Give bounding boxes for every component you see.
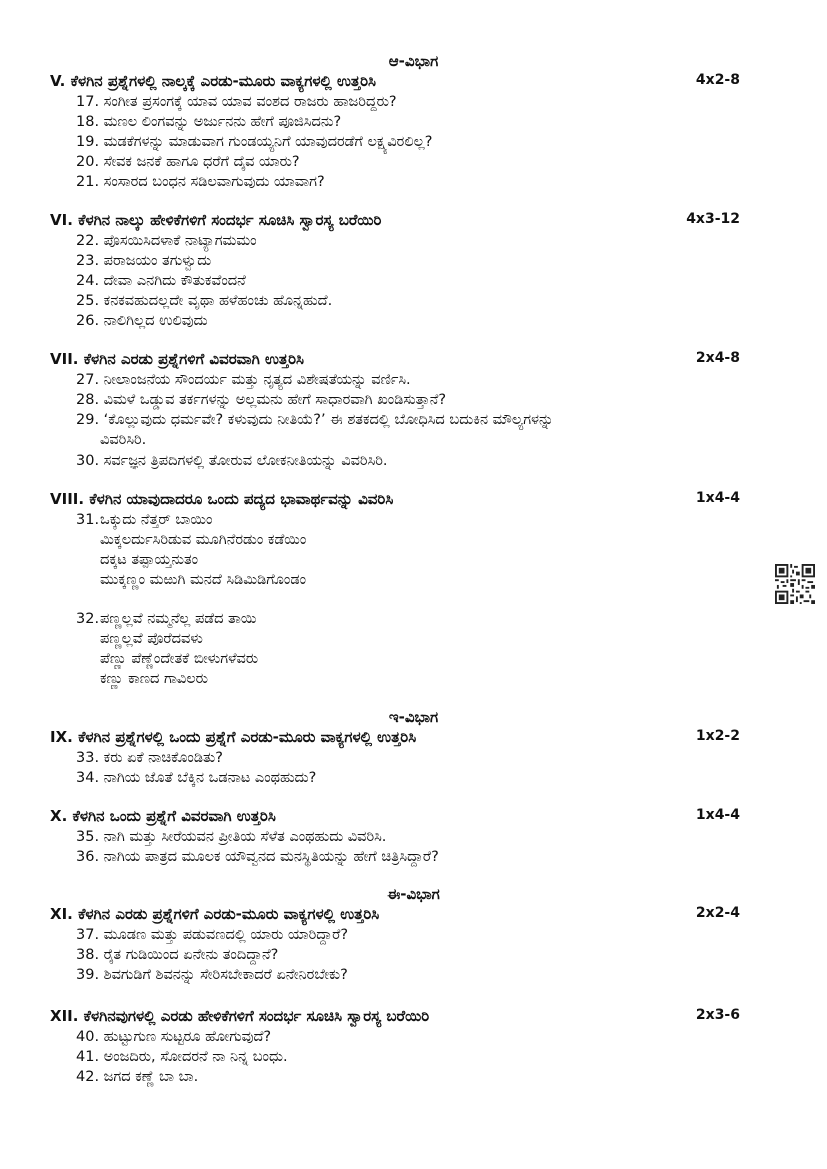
section-title: XI. ಕೆಳಗಿನ ಎರಡು ಪ್ರಶ್ನೆಗಳಿಗೆ ಎರಡು-ಮೂರು ವಾಕ್ಯಗಳಲ್ಲಿ ಉತ್ತರಿಸಿ (50, 905, 380, 923)
question-29 (76, 410, 756, 450)
poem-31-line-3: ದಕ್ಕಟ ತಪ್ಪಾಯ್ತನುತಂ (100, 552, 199, 568)
section-title: X. ಕೆಳಗಿನ ಒಂದು ಪ್ರಶ್ನೆಗೆ ವಿವರವಾಗಿ ಉತ್ತರಿಸಿ (50, 807, 276, 825)
section-marks: 2x3-6 (695, 1007, 740, 1023)
section-title: XII. ಕೆಳಗಿನವುಗಳಲ್ಲಿ ಎರಡು ಹೇಳಿಕೆಗಳಿಗೆ ಸಂದರ್ಭ ಸೂಚಿಸಿ ಸ್ವಾರಸ್ಯ ಬರೆಯಿರಿ (50, 1007, 430, 1025)
question-31-number: 31. (76, 512, 100, 528)
question-17: 17. ಸಂಗೀತ ಪ್ರಸಂಗಕ್ಕೆ ಯಾವ ಯಾವ ವಂಶದ ರಾಜರು ಹಾಜರಿದ್ದರು? (76, 94, 397, 110)
question-29-line1: 29. ‘ಕೊಲ್ಲುವುದು ಧರ್ಮವೇ? ಕಳುವುದು ನೀತಿಯೆ?’ ಈ ಶತಕದಲ್ಲಿ ಬೋಧಿಸಿದ ಬದುಕಿನ ಮೌಲ್ಯಗಳನ್ನು (76, 412, 554, 428)
section-marks: 1x2-2 (695, 728, 740, 744)
question-19: 19. ಮಡಕೆಗಳನ್ನು ಮಾಡುವಾಗ ಗುಂಡಯ್ಯನಿಗೆ ಯಾವುದರಡೆಗೆ ಲಕ್ಷ್ಯವಿರಲಿಲ್ಲ? (76, 134, 433, 150)
question-25: 25. ಕನಕವಹುದಲ್ಲದೇ ವೃಥಾ ಹಳೆಹಂಚು ಹೊನ್ನಹುದೆ. (76, 293, 333, 309)
section-title: V. ಕೆಳಗಿನ ಪ್ರಶ್ನೆಗಳಲ್ಲಿ ನಾಲ್ಕಕ್ಕೆ ಎರಡು-ಮೂರು ವಾಕ್ಯಗಳಲ್ಲಿ ಉತ್ತರಿಸಿ (50, 72, 377, 90)
poem-31-line-1: ಒಕ್ಕುದು ನೆತ್ತರ್ ಬಾಯಿಂ (100, 512, 213, 528)
question-32-number: 32. (76, 611, 100, 627)
question-28: 28. ವಿಮಳೆ ಒಡ್ಡುವ ತರ್ಕಗಳನ್ನು ಅಲ್ಲಮನು ಹೇಗೆ ಸಾಧಾರವಾಗಿ ಖಂಡಿಸುತ್ತಾನೆ? (76, 392, 447, 408)
question-38: 38. ರೈತ ಗುಡಿಯಿಂದ ಏನೇನು ತಂದಿದ್ದಾನೆ? (76, 947, 279, 963)
section-xii-heading (50, 1007, 750, 1027)
question-27: 27. ನೀಲಾಂಜನೆಯ ಸೌಂದರ್ಯ ಮತ್ತು ನೃತ್ಯದ ವಿಶೇಷತೆಯನ್ನು ವರ್ಣಿಸಿ. (76, 372, 411, 388)
poem-32-line-4: ಕಣ್ಣು ಕಾಣದ ಗಾವಿಲರು (100, 671, 208, 687)
section-v-heading (50, 72, 750, 92)
question-35: 35. ನಾಗಿ ಮತ್ತು ಸೀರೆಯವನ ಪ್ರೀತಿಯ ಸೆಳೆತ ಎಂಥಹುದು ವಿವರಿಸಿ. (76, 829, 387, 845)
section-marks: 2x2-4 (695, 905, 740, 921)
section-xi-heading (50, 905, 750, 925)
section-title: VIII. ಕೆಳಗಿನ ಯಾವುದಾದರೂ ಒಂದು ಪದ್ಯದ ಭಾವಾರ್ಥವನ್ನು ವಿವರಿಸಿ (50, 490, 394, 508)
section-viii-heading (50, 490, 750, 510)
section-title: VII. ಕೆಳಗಿನ ಎರಡು ಪ್ರಶ್ನೆಗಳಿಗೆ ವಿವರವಾಗಿ ಉತ್ತರಿಸಿ (50, 350, 305, 368)
poem-32-line-3: ಪೆಣ್ಣು ಪೆಣ್ಣೆಂದೇತಕೆ ಬೀಳುಗಳೆವರು (100, 651, 259, 667)
part-heading-ee: ಇ-ವಿಭಾಗ (388, 708, 439, 726)
section-marks: 1x4-4 (695, 490, 740, 506)
section-vi-heading (50, 211, 750, 231)
question-40: 40. ಹುಟ್ಟುಗುಣ ಸುಟ್ಟರೂ ಹೋಗುವುದೆ? (76, 1029, 272, 1045)
poem-31-line-2: ಮಿಕ್ಕಲರ್ದುಸಿರಿಡುವ ಮೂಗಿನೆರಡುಂ ಕಡೆಯಿಂ (100, 532, 307, 548)
question-39: 39. ಶಿವಗುಡಿಗೆ ಶಿವನನ್ನು ಸೇರಿಸಬೇಕಾದರೆ ಏನೇನಿರಬೇಕು? (76, 967, 348, 983)
section-vii-heading (50, 350, 750, 370)
question-42: 42. ಜಗದ ಕಣ್ಣೆ ಬಾ ಬಾ. (76, 1069, 199, 1085)
question-24: 24. ದೇವಾ ಎನಗಿದು ಕೌತುಕವೆಂದನೆ (76, 273, 246, 289)
question-36: 36. ನಾಗಿಯ ಪಾತ್ರದ ಮೂಲಕ ಯೌವ್ವನದ ಮನಸ್ಥಿತಿಯನ್ನು ಹೇಗೆ ಚಿತ್ರಿಸಿದ್ದಾರೆ? (76, 849, 439, 865)
section-title: IX. ಕೆಳಗಿನ ಪ್ರಶ್ನೆಗಳಲ್ಲಿ ಒಂದು ಪ್ರಶ್ನೆಗೆ ಎರಡು-ಮೂರು ವಾಕ್ಯಗಳಲ್ಲಿ ಉತ್ತರಿಸಿ (50, 728, 417, 746)
poem-32-line-1: ಪಣ್ಣಲ್ಲವೆ ನಮ್ಮನೆಲ್ಲ ಪಡೆದ ತಾಯಿ (100, 611, 257, 627)
qr-code-icon (775, 564, 815, 604)
question-26: 26. ನಾಲಿಗಿಲ್ಲದ ಉಲಿವುದು (76, 313, 208, 329)
question-30: 30. ಸರ್ವಜ್ಞನ ತ್ರಿಪದಿಗಳಲ್ಲಿ ತೋರುವ ಲೋಕನೀತಿಯನ್ನು ವಿವರಿಸಿರಿ. (76, 453, 388, 469)
poem-31-line-4: ಮುಕ್ಕಣ್ಣಂ ಮಱುಗಿ ಮನದೆ ಸಿಡಿಮಿಡಿಗೊಂಡಂ (100, 572, 306, 588)
question-22: 22. ಪೊಸಯಿಸಿದಳಾಕೆ ನಾಟ್ಯಾಗಮಮಂ (76, 233, 257, 249)
question-29-line2: ವಿವರಿಸಿರಿ. (100, 432, 147, 448)
section-marks: 2x4-8 (695, 350, 740, 366)
question-20: 20. ಸೇವಕ ಜನಕೆ ಹಾಗೂ ಧರೆಗೆ ದೈವ ಯಾರು? (76, 154, 300, 170)
section-x-heading (50, 807, 750, 827)
question-34: 34. ನಾಗಿಯ ಜೊತೆ ಬೆಕ್ಕಿನ ಒಡನಾಟ ಎಂಥಹುದು? (76, 770, 317, 786)
question-18: 18. ಮಣಲ ಲಿಂಗವನ್ನು ಅರ್ಜುನನು ಹೇಗೆ ಪೂಜಿಸಿದನು? (76, 114, 342, 130)
section-title: VI. ಕೆಳಗಿನ ನಾಲ್ಕು ಹೇಳಿಕೆಗಳಿಗೆ ಸಂದರ್ಭ ಸೂಚಿಸಿ ಸ್ವಾರಸ್ಯ ಬರೆಯಿರಿ (50, 211, 382, 229)
poem-32-line-2: ಪಣ್ಣಲ್ಲವೆ ಪೊರೆದವಳು (100, 631, 203, 647)
question-41: 41. ಅಂಜದಿರು, ಸೋದರನೆ ನಾ ನಿನ್ನ ಬಂಧು. (76, 1049, 288, 1065)
section-marks: 4x3-12 (686, 211, 740, 227)
section-marks: 4x2-8 (695, 72, 740, 88)
question-37: 37. ಮೂಡಣ ಮತ್ತು ಪಡುವಣದಲ್ಲಿ ಯಾರು ಯಾರಿದ್ದಾರೆ? (76, 927, 349, 943)
section-marks: 1x4-4 (695, 807, 740, 823)
part-heading-aa: ಆ-ವಿಭಾಗ (388, 52, 439, 70)
part-heading-ii: ಈ-ವಿಭಾಗ (387, 885, 440, 903)
question-21: 21. ಸಂಸಾರದ ಬಂಧನ ಸಡಿಲವಾಗುವುದು ಯಾವಾಗ? (76, 174, 325, 190)
section-ix-heading (50, 728, 750, 748)
question-23: 23. ಪರಾಜಯಂ ತಗುಳ್ವುದು (76, 253, 212, 269)
question-33: 33. ಕರು ಏಕೆ ನಾಚಿಕೊಂಡಿತು? (76, 750, 223, 766)
